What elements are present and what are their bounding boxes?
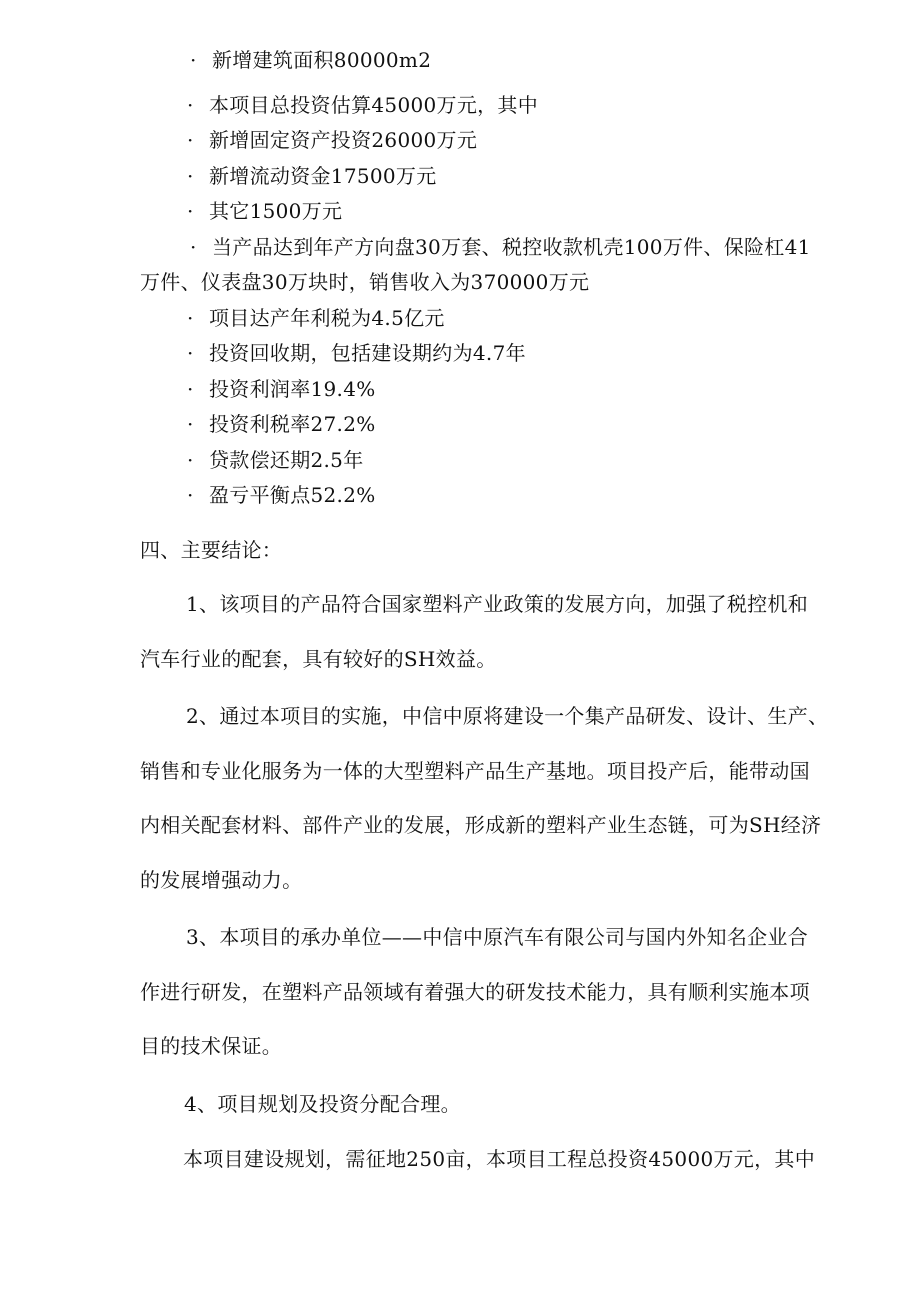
paragraph-line: 3、本项目的承办单位——中信中原汽车有限公司与国内外知名企业合 <box>186 925 809 949</box>
paragraph-line: 2、通过本项目的实施，中信中原将建设一个集产品研发、设计、生产、 <box>186 704 829 728</box>
bullet-item <box>187 93 538 117</box>
bullet-dot: · <box>187 341 194 365</box>
paragraph-line: 1、该项目的产品符合国家塑料产业政策的发展方向，加强了税控机和 <box>186 592 809 616</box>
paragraph-line: 作进行研发，在塑料产品领域有着强大的研发技术能力，具有顺利实施本项 <box>140 980 810 1004</box>
bullet-text: 项目达产年利税为4.5亿元 <box>209 306 445 330</box>
paragraph-line: 内相关配套材料、部件产业的发展，形成新的塑料产业生态链，可为SH经济 <box>140 813 822 837</box>
bullet-item <box>187 199 342 223</box>
bullet-text: 投资利润率19.4% <box>209 377 376 401</box>
bullet-dot: · <box>187 412 194 436</box>
section-heading: 四、主要结论： <box>140 538 283 562</box>
bullet-dot: · <box>187 128 194 152</box>
bullet-text: 新增建筑面积80000m2 <box>212 48 432 72</box>
bullet-item <box>187 128 477 152</box>
bullet-text: 投资回收期，包括建设期约为4.7年 <box>209 341 526 365</box>
bullet-item <box>187 306 445 330</box>
bullet-dot: · <box>187 448 194 472</box>
bullet-item <box>190 48 431 72</box>
bullet-dot: · <box>187 199 194 223</box>
bullet-text: 其它1500万元 <box>209 199 343 223</box>
paragraph-line: 销售和专业化服务为一体的大型塑料产品生产基地。项目投产后，能带动国 <box>140 759 810 783</box>
bullet-text: 本项目总投资估算45000万元，其中 <box>209 93 539 117</box>
bullet-text: 新增固定资产投资26000万元 <box>209 128 478 152</box>
bullet-dot: · <box>187 164 194 188</box>
bullet-text: 新增流动资金17500万元 <box>209 164 437 188</box>
paragraph-line: 的发展增强动力。 <box>140 868 303 892</box>
bullet-text: 投资利税率27.2% <box>209 412 376 436</box>
bullet-item <box>187 164 437 188</box>
bullet-dot: · <box>187 483 194 507</box>
bullet-item <box>187 341 526 365</box>
paragraph-line: 汽车行业的配套，具有较好的SH效益。 <box>140 647 497 671</box>
bullet-item <box>187 412 376 436</box>
paragraph-line: 目的技术保证。 <box>140 1034 283 1058</box>
bullet-item <box>187 448 364 472</box>
bullet-dot: · <box>187 306 194 330</box>
bullet-dot: · <box>187 93 194 117</box>
paragraph-line: 本项目建设规划，需征地250亩，本项目工程总投资45000万元，其中 <box>183 1147 815 1171</box>
paragraph-line: 4、项目规划及投资分配合理。 <box>184 1092 461 1116</box>
bullet-item <box>187 377 376 401</box>
bullet-text: 当产品达到年产方向盘30万套、税控收款机壳100万件、保险杠41 <box>212 235 811 259</box>
bullet-continuation: 万件、仪表盘30万块时，销售收入为370000万元 <box>140 270 590 294</box>
bullet-text: 盈亏平衡点52.2% <box>209 483 376 507</box>
bullet-text: 贷款偿还期2.5年 <box>209 448 364 472</box>
bullet-item <box>187 483 376 507</box>
bullet-dot: · <box>187 377 194 401</box>
bullet-dot: · <box>190 48 197 72</box>
bullet-item <box>190 235 811 259</box>
bullet-dot: · <box>190 235 197 259</box>
